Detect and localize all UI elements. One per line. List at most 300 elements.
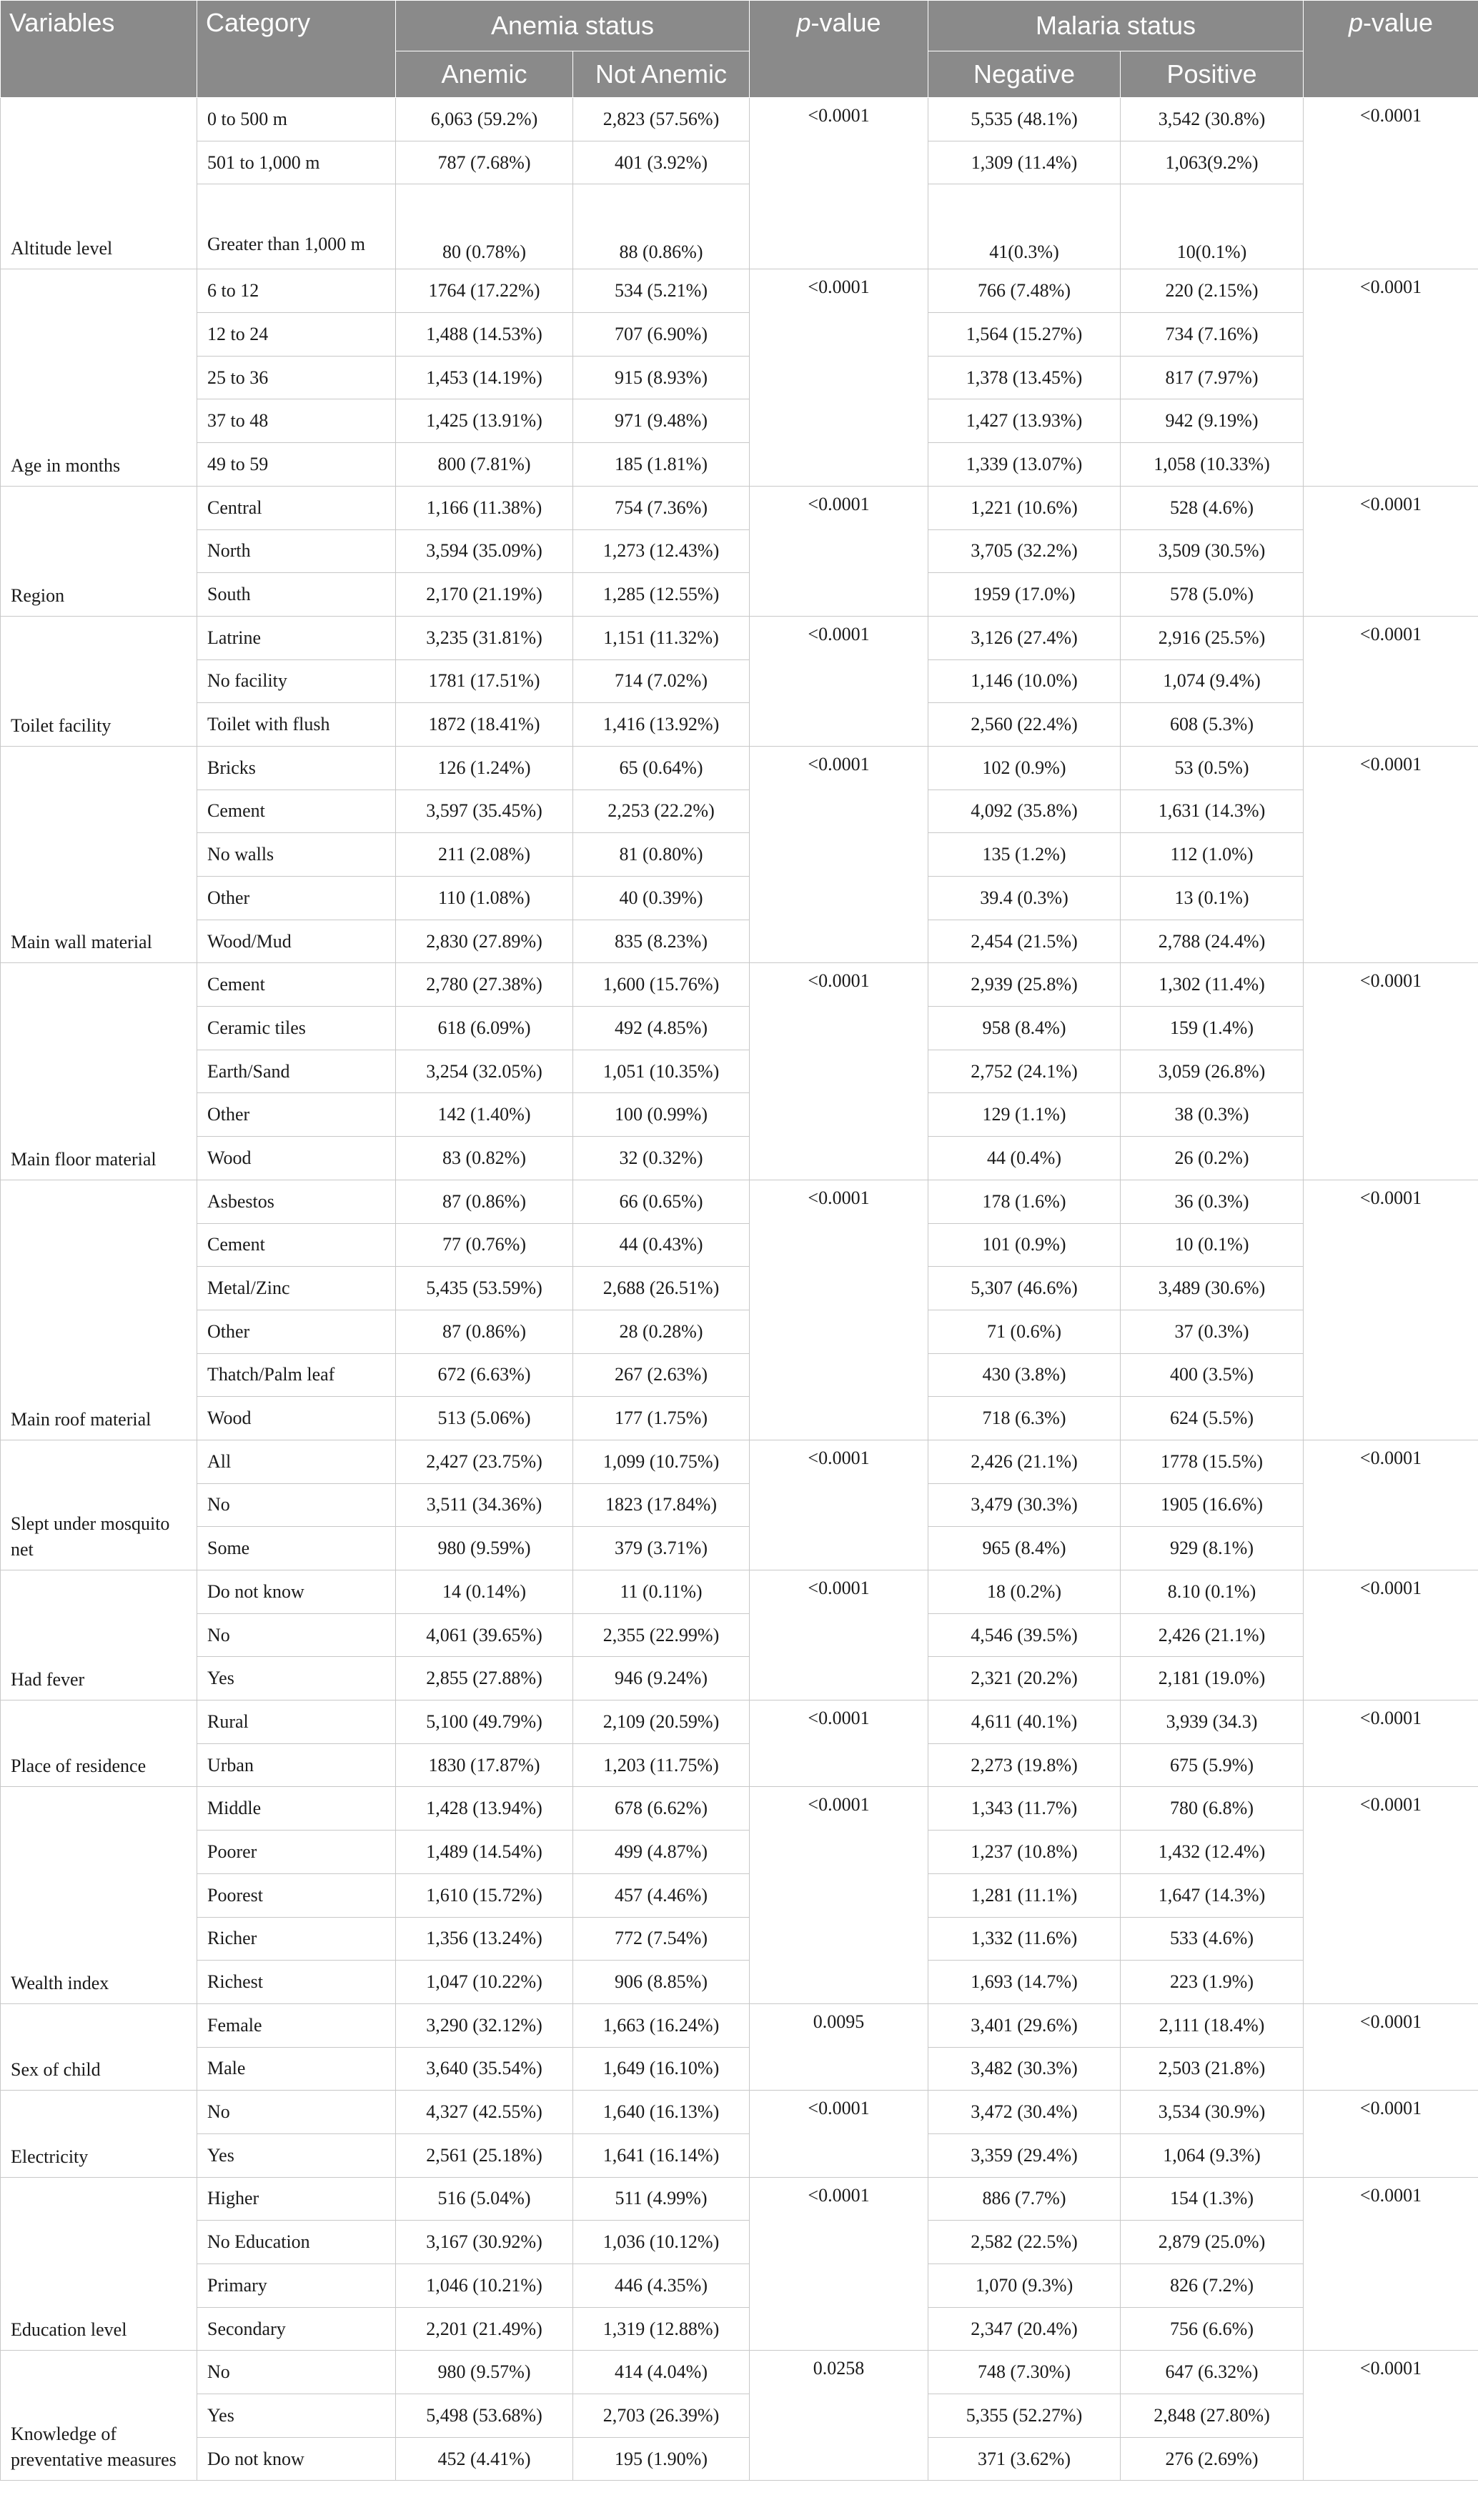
category-cell: No bbox=[197, 1483, 396, 1527]
positive-cell: 8.10 (0.1%) bbox=[1121, 1570, 1304, 1614]
negative-cell: 1,281 (11.1%) bbox=[928, 1873, 1121, 1917]
table-row bbox=[1, 1613, 1478, 1657]
category-cell: Poorer bbox=[197, 1831, 396, 1874]
positive-cell: 1,074 (9.4%) bbox=[1121, 659, 1304, 703]
table-row bbox=[1, 1917, 1478, 1961]
header-negative: Negative bbox=[928, 51, 1121, 98]
table-row bbox=[1, 2264, 1478, 2308]
positive-cell: 624 (5.5%) bbox=[1121, 1397, 1304, 1440]
positive-cell: 2,879 (25.0%) bbox=[1121, 2221, 1304, 2264]
negative-cell: 101 (0.9%) bbox=[928, 1223, 1121, 1267]
not-anemic-cell: 1,099 (10.75%) bbox=[573, 1440, 750, 1483]
p-value-malaria: <0.0001 bbox=[1304, 1787, 1478, 2003]
category-cell: 0 to 500 m bbox=[197, 98, 396, 141]
positive-cell: 3,534 (30.9%) bbox=[1121, 2091, 1304, 2134]
variable-name: Region bbox=[1, 486, 197, 616]
not-anemic-cell: 2,823 (57.56%) bbox=[573, 98, 750, 141]
positive-cell: 1,631 (14.3%) bbox=[1121, 790, 1304, 833]
positive-cell: 1,647 (14.3%) bbox=[1121, 1873, 1304, 1917]
anemic-cell: 516 (5.04%) bbox=[396, 2177, 573, 2221]
p-value-anemia: <0.0001 bbox=[750, 1570, 928, 1700]
variable-name: Place of residence bbox=[1, 1700, 197, 1787]
p-letter: p bbox=[796, 8, 811, 37]
p-value-anemia: <0.0001 bbox=[750, 269, 928, 486]
category-cell: No bbox=[197, 1613, 396, 1657]
not-anemic-cell: 1,663 (16.24%) bbox=[573, 2003, 750, 2047]
table-row bbox=[1, 1657, 1478, 1700]
not-anemic-cell: 1,203 (11.75%) bbox=[573, 1743, 750, 1787]
category-cell: Latrine bbox=[197, 616, 396, 659]
negative-cell: 5,535 (48.1%) bbox=[928, 98, 1121, 141]
negative-cell: 2,347 (20.4%) bbox=[928, 2307, 1121, 2351]
negative-cell: 1,693 (14.7%) bbox=[928, 1961, 1121, 2004]
category-cell: No bbox=[197, 2091, 396, 2134]
anemic-cell: 787 (7.68%) bbox=[396, 141, 573, 184]
table-row bbox=[1, 486, 1478, 529]
header-anemia-status: Anemia status bbox=[396, 1, 750, 51]
category-cell: Middle bbox=[197, 1787, 396, 1831]
positive-cell: 1,058 (10.33%) bbox=[1121, 443, 1304, 487]
negative-cell: 4,092 (35.8%) bbox=[928, 790, 1121, 833]
negative-cell: 2,752 (24.1%) bbox=[928, 1050, 1121, 1093]
p-suffix: -value bbox=[810, 8, 881, 37]
anemic-cell: 110 (1.08%) bbox=[396, 877, 573, 920]
not-anemic-cell: 446 (4.35%) bbox=[573, 2264, 750, 2308]
category-cell: Do not know bbox=[197, 1570, 396, 1614]
table-row bbox=[1, 573, 1478, 617]
negative-cell: 3,472 (30.4%) bbox=[928, 2091, 1121, 2134]
negative-cell: 178 (1.6%) bbox=[928, 1180, 1121, 1223]
anemic-cell: 4,061 (39.65%) bbox=[396, 1613, 573, 1657]
anemic-cell: 126 (1.24%) bbox=[396, 746, 573, 790]
category-cell: Primary bbox=[197, 2264, 396, 2308]
anemic-cell: 1781 (17.51%) bbox=[396, 659, 573, 703]
anemic-cell: 1872 (18.41%) bbox=[396, 703, 573, 747]
table-row bbox=[1, 963, 1478, 1007]
category-cell: All bbox=[197, 1440, 396, 1483]
anemic-cell: 2,780 (27.38%) bbox=[396, 963, 573, 1007]
category-cell: Other bbox=[197, 1093, 396, 1137]
anemic-cell: 87 (0.86%) bbox=[396, 1310, 573, 1353]
anemic-cell: 1,610 (15.72%) bbox=[396, 1873, 573, 1917]
anemic-cell: 5,435 (53.59%) bbox=[396, 1267, 573, 1310]
p-value-anemia: <0.0001 bbox=[750, 616, 928, 746]
not-anemic-cell: 906 (8.85%) bbox=[573, 1961, 750, 2004]
header-not-anemic: Not Anemic bbox=[573, 51, 750, 98]
category-cell: Greater than 1,000 m bbox=[197, 184, 396, 269]
not-anemic-cell: 1,640 (16.13%) bbox=[573, 2091, 750, 2134]
anemic-cell: 3,290 (32.12%) bbox=[396, 2003, 573, 2047]
positive-cell: 112 (1.0%) bbox=[1121, 833, 1304, 877]
anemic-cell: 2,201 (21.49%) bbox=[396, 2307, 573, 2351]
table-row bbox=[1, 2351, 1478, 2394]
not-anemic-cell: 1,273 (12.43%) bbox=[573, 529, 750, 573]
anemic-cell: 5,100 (49.79%) bbox=[396, 1700, 573, 1744]
negative-cell: 1,070 (9.3%) bbox=[928, 2264, 1121, 2308]
anemic-cell: 1,453 (14.19%) bbox=[396, 356, 573, 399]
category-cell: Secondary bbox=[197, 2307, 396, 2351]
not-anemic-cell: 511 (4.99%) bbox=[573, 2177, 750, 2221]
table-row bbox=[1, 443, 1478, 487]
not-anemic-cell: 401 (3.92%) bbox=[573, 141, 750, 184]
positive-cell: 1,432 (12.4%) bbox=[1121, 1831, 1304, 1874]
negative-cell: 18 (0.2%) bbox=[928, 1570, 1121, 1614]
negative-cell: 1,332 (11.6%) bbox=[928, 1917, 1121, 1961]
positive-cell: 26 (0.2%) bbox=[1121, 1137, 1304, 1180]
p-value-anemia: <0.0001 bbox=[750, 1700, 928, 1787]
p-value-malaria: <0.0001 bbox=[1304, 1440, 1478, 1570]
positive-cell: 675 (5.9%) bbox=[1121, 1743, 1304, 1787]
category-cell: 37 to 48 bbox=[197, 399, 396, 443]
category-cell: Higher bbox=[197, 2177, 396, 2221]
variable-name: Main roof material bbox=[1, 1180, 197, 1440]
category-cell: Toilet with flush bbox=[197, 703, 396, 747]
positive-cell: 276 (2.69%) bbox=[1121, 2437, 1304, 2481]
positive-cell: 3,542 (30.8%) bbox=[1121, 98, 1304, 141]
anemic-cell: 80 (0.78%) bbox=[396, 184, 573, 269]
positive-cell: 1778 (15.5%) bbox=[1121, 1440, 1304, 1483]
p-value-malaria: <0.0001 bbox=[1304, 2177, 1478, 2351]
anemic-cell: 800 (7.81%) bbox=[396, 443, 573, 487]
table-row bbox=[1, 1180, 1478, 1223]
category-cell: Central bbox=[197, 486, 396, 529]
positive-cell: 154 (1.3%) bbox=[1121, 2177, 1304, 2221]
header-variables: Variables bbox=[1, 1, 197, 98]
anemic-cell: 2,427 (23.75%) bbox=[396, 1440, 573, 1483]
not-anemic-cell: 2,253 (22.2%) bbox=[573, 790, 750, 833]
p-value-malaria: <0.0001 bbox=[1304, 486, 1478, 616]
negative-cell: 718 (6.3%) bbox=[928, 1397, 1121, 1440]
negative-cell: 748 (7.30%) bbox=[928, 2351, 1121, 2394]
positive-cell: 817 (7.97%) bbox=[1121, 356, 1304, 399]
anemic-cell: 3,254 (32.05%) bbox=[396, 1050, 573, 1093]
category-cell: No walls bbox=[197, 833, 396, 877]
p-value-anemia: <0.0001 bbox=[750, 746, 928, 962]
anemic-cell: 1,047 (10.22%) bbox=[396, 1961, 573, 2004]
anemic-cell: 14 (0.14%) bbox=[396, 1570, 573, 1614]
category-cell: South bbox=[197, 573, 396, 617]
variable-name: Altitude level bbox=[1, 98, 197, 269]
negative-cell: 3,359 (29.4%) bbox=[928, 2133, 1121, 2177]
not-anemic-cell: 499 (4.87%) bbox=[573, 1831, 750, 1874]
table-row bbox=[1, 2307, 1478, 2351]
p-value-malaria: <0.0001 bbox=[1304, 2091, 1478, 2177]
negative-cell: 1959 (17.0%) bbox=[928, 573, 1121, 617]
negative-cell: 1,339 (13.07%) bbox=[928, 443, 1121, 487]
category-cell: 25 to 36 bbox=[197, 356, 396, 399]
anemic-cell: 1,046 (10.21%) bbox=[396, 2264, 573, 2308]
not-anemic-cell: 714 (7.02%) bbox=[573, 659, 750, 703]
table-row bbox=[1, 1483, 1478, 1527]
category-cell: Yes bbox=[197, 1657, 396, 1700]
p-value-malaria: <0.0001 bbox=[1304, 963, 1478, 1180]
variable-name: Education level bbox=[1, 2177, 197, 2351]
table-row bbox=[1, 1050, 1478, 1093]
anemic-cell: 2,855 (27.88%) bbox=[396, 1657, 573, 1700]
not-anemic-cell: 28 (0.28%) bbox=[573, 1310, 750, 1353]
variable-name: Toilet facility bbox=[1, 616, 197, 746]
positive-cell: 13 (0.1%) bbox=[1121, 877, 1304, 920]
anemic-cell: 3,594 (35.09%) bbox=[396, 529, 573, 573]
anemic-cell: 452 (4.41%) bbox=[396, 2437, 573, 2481]
p-value-malaria: <0.0001 bbox=[1304, 98, 1478, 269]
category-cell: Asbestos bbox=[197, 1180, 396, 1223]
positive-cell: 1905 (16.6%) bbox=[1121, 1483, 1304, 1527]
negative-cell: 2,426 (21.1%) bbox=[928, 1440, 1121, 1483]
negative-cell: 430 (3.8%) bbox=[928, 1353, 1121, 1397]
category-cell: Some bbox=[197, 1527, 396, 1570]
not-anemic-cell: 915 (8.93%) bbox=[573, 356, 750, 399]
anemic-cell: 77 (0.76%) bbox=[396, 1223, 573, 1267]
negative-cell: 1,221 (10.6%) bbox=[928, 486, 1121, 529]
p-value-anemia: <0.0001 bbox=[750, 1180, 928, 1440]
anemic-cell: 1830 (17.87%) bbox=[396, 1743, 573, 1787]
p-value-anemia: 0.0258 bbox=[750, 2351, 928, 2481]
not-anemic-cell: 971 (9.48%) bbox=[573, 399, 750, 443]
negative-cell: 5,355 (52.27%) bbox=[928, 2394, 1121, 2438]
table-row bbox=[1, 1397, 1478, 1440]
category-cell: No bbox=[197, 2351, 396, 2394]
category-cell: Urban bbox=[197, 1743, 396, 1787]
anemic-cell: 87 (0.86%) bbox=[396, 1180, 573, 1223]
not-anemic-cell: 492 (4.85%) bbox=[573, 1007, 750, 1050]
category-cell: 49 to 59 bbox=[197, 443, 396, 487]
positive-cell: 3,059 (26.8%) bbox=[1121, 1050, 1304, 1093]
p-value-malaria: <0.0001 bbox=[1304, 1700, 1478, 1787]
anemic-cell: 980 (9.57%) bbox=[396, 2351, 573, 2394]
p-value-anemia: <0.0001 bbox=[750, 1787, 928, 2003]
negative-cell: 3,401 (29.6%) bbox=[928, 2003, 1121, 2047]
not-anemic-cell: 1,151 (11.32%) bbox=[573, 616, 750, 659]
positive-cell: 220 (2.15%) bbox=[1121, 269, 1304, 313]
table-row bbox=[1, 1093, 1478, 1137]
p-value-anemia: <0.0001 bbox=[750, 98, 928, 269]
p-value-malaria: <0.0001 bbox=[1304, 269, 1478, 486]
positive-cell: 3,489 (30.6%) bbox=[1121, 1267, 1304, 1310]
category-cell: Thatch/Palm leaf bbox=[197, 1353, 396, 1397]
variable-name: Knowledge of preventative measures bbox=[1, 2351, 197, 2481]
positive-cell: 3,939 (34.3) bbox=[1121, 1700, 1304, 1744]
anemic-cell: 980 (9.59%) bbox=[396, 1527, 573, 1570]
anemic-cell: 3,640 (35.54%) bbox=[396, 2047, 573, 2091]
variable-name: Had fever bbox=[1, 1570, 197, 1700]
not-anemic-cell: 1,285 (12.55%) bbox=[573, 573, 750, 617]
not-anemic-cell: 457 (4.46%) bbox=[573, 1873, 750, 1917]
table-header bbox=[1, 1, 1478, 98]
category-cell: 6 to 12 bbox=[197, 269, 396, 313]
variable-name: Wealth index bbox=[1, 1787, 197, 2003]
negative-cell: 886 (7.7%) bbox=[928, 2177, 1121, 2221]
anemic-cell: 211 (2.08%) bbox=[396, 833, 573, 877]
not-anemic-cell: 1,641 (16.14%) bbox=[573, 2133, 750, 2177]
table-row bbox=[1, 1873, 1478, 1917]
table-row bbox=[1, 1961, 1478, 2004]
not-anemic-cell: 66 (0.65%) bbox=[573, 1180, 750, 1223]
table-row bbox=[1, 877, 1478, 920]
not-anemic-cell: 754 (7.36%) bbox=[573, 486, 750, 529]
not-anemic-cell: 195 (1.90%) bbox=[573, 2437, 750, 2481]
category-cell: 501 to 1,000 m bbox=[197, 141, 396, 184]
not-anemic-cell: 1,600 (15.76%) bbox=[573, 963, 750, 1007]
anemic-cell: 83 (0.82%) bbox=[396, 1137, 573, 1180]
header-anemic: Anemic bbox=[396, 51, 573, 98]
p-value-malaria: <0.0001 bbox=[1304, 746, 1478, 962]
category-cell: No Education bbox=[197, 2221, 396, 2264]
positive-cell: 780 (6.8%) bbox=[1121, 1787, 1304, 1831]
negative-cell: 1,237 (10.8%) bbox=[928, 1831, 1121, 1874]
anemic-cell: 4,327 (42.55%) bbox=[396, 2091, 573, 2134]
not-anemic-cell: 2,688 (26.51%) bbox=[573, 1267, 750, 1310]
p-value-anemia: <0.0001 bbox=[750, 486, 928, 616]
negative-cell: 2,454 (21.5%) bbox=[928, 920, 1121, 963]
negative-cell: 1,343 (11.7%) bbox=[928, 1787, 1121, 1831]
not-anemic-cell: 100 (0.99%) bbox=[573, 1093, 750, 1137]
anemic-cell: 1,425 (13.91%) bbox=[396, 399, 573, 443]
negative-cell: 71 (0.6%) bbox=[928, 1310, 1121, 1353]
category-cell: Other bbox=[197, 1310, 396, 1353]
not-anemic-cell: 414 (4.04%) bbox=[573, 2351, 750, 2394]
not-anemic-cell: 267 (2.63%) bbox=[573, 1353, 750, 1397]
category-cell: Yes bbox=[197, 2394, 396, 2438]
category-cell: Male bbox=[197, 2047, 396, 2091]
positive-cell: 10(0.1%) bbox=[1121, 184, 1304, 269]
table-row bbox=[1, 833, 1478, 877]
p-suffix: -value bbox=[1362, 8, 1434, 37]
table-row bbox=[1, 1310, 1478, 1353]
table-row bbox=[1, 1007, 1478, 1050]
negative-cell: 2,582 (22.5%) bbox=[928, 2221, 1121, 2264]
negative-cell: 1,146 (10.0%) bbox=[928, 659, 1121, 703]
not-anemic-cell: 946 (9.24%) bbox=[573, 1657, 750, 1700]
category-cell: Ceramic tiles bbox=[197, 1007, 396, 1050]
not-anemic-cell: 1,319 (12.88%) bbox=[573, 2307, 750, 2351]
not-anemic-cell: 772 (7.54%) bbox=[573, 1917, 750, 1961]
not-anemic-cell: 835 (8.23%) bbox=[573, 920, 750, 963]
anemic-cell: 2,830 (27.89%) bbox=[396, 920, 573, 963]
variable-name: Slept under mosquito net bbox=[1, 1440, 197, 1570]
anemic-cell: 1,489 (14.54%) bbox=[396, 1831, 573, 1874]
negative-cell: 2,321 (20.2%) bbox=[928, 1657, 1121, 1700]
variable-name: Main wall material bbox=[1, 746, 197, 962]
positive-cell: 2,426 (21.1%) bbox=[1121, 1613, 1304, 1657]
category-cell: Earth/Sand bbox=[197, 1050, 396, 1093]
positive-cell: 223 (1.9%) bbox=[1121, 1961, 1304, 2004]
anemic-cell: 513 (5.06%) bbox=[396, 1397, 573, 1440]
positive-cell: 1,063(9.2%) bbox=[1121, 141, 1304, 184]
table-row bbox=[1, 790, 1478, 833]
anemic-cell: 142 (1.40%) bbox=[396, 1093, 573, 1137]
anemic-cell: 1,166 (11.38%) bbox=[396, 486, 573, 529]
table-row bbox=[1, 1267, 1478, 1310]
category-cell: Bricks bbox=[197, 746, 396, 790]
not-anemic-cell: 32 (0.32%) bbox=[573, 1137, 750, 1180]
table-row bbox=[1, 1440, 1478, 1483]
positive-cell: 2,503 (21.8%) bbox=[1121, 2047, 1304, 2091]
negative-cell: 129 (1.1%) bbox=[928, 1093, 1121, 1137]
header-p-value-anemia bbox=[750, 1, 928, 98]
negative-cell: 4,546 (39.5%) bbox=[928, 1613, 1121, 1657]
negative-cell: 3,479 (30.3%) bbox=[928, 1483, 1121, 1527]
negative-cell: 371 (3.62%) bbox=[928, 2437, 1121, 2481]
table-row bbox=[1, 184, 1478, 269]
variable-name: Electricity bbox=[1, 2091, 197, 2177]
not-anemic-cell: 81 (0.80%) bbox=[573, 833, 750, 877]
anemic-cell: 3,597 (35.45%) bbox=[396, 790, 573, 833]
table-row bbox=[1, 920, 1478, 963]
p-value-malaria: <0.0001 bbox=[1304, 2003, 1478, 2090]
positive-cell: 400 (3.5%) bbox=[1121, 1353, 1304, 1397]
header-positive: Positive bbox=[1121, 51, 1304, 98]
anemic-cell: 2,561 (25.18%) bbox=[396, 2133, 573, 2177]
positive-cell: 578 (5.0%) bbox=[1121, 573, 1304, 617]
header-category: Category bbox=[197, 1, 396, 98]
header-malaria-status: Malaria status bbox=[928, 1, 1304, 51]
positive-cell: 942 (9.19%) bbox=[1121, 399, 1304, 443]
positive-cell: 608 (5.3%) bbox=[1121, 703, 1304, 747]
category-cell: No facility bbox=[197, 659, 396, 703]
positive-cell: 1,064 (9.3%) bbox=[1121, 2133, 1304, 2177]
p-value-anemia: <0.0001 bbox=[750, 1440, 928, 1570]
not-anemic-cell: 185 (1.81%) bbox=[573, 443, 750, 487]
negative-cell: 39.4 (0.3%) bbox=[928, 877, 1121, 920]
anemic-cell: 1,488 (14.53%) bbox=[396, 313, 573, 357]
negative-cell: 44 (0.4%) bbox=[928, 1137, 1121, 1180]
p-value-anemia: <0.0001 bbox=[750, 963, 928, 1180]
not-anemic-cell: 2,355 (22.99%) bbox=[573, 1613, 750, 1657]
not-anemic-cell: 65 (0.64%) bbox=[573, 746, 750, 790]
table-row bbox=[1, 313, 1478, 357]
table-row bbox=[1, 2437, 1478, 2481]
not-anemic-cell: 44 (0.43%) bbox=[573, 1223, 750, 1267]
table-row bbox=[1, 2003, 1478, 2047]
p-value-malaria: <0.0001 bbox=[1304, 2351, 1478, 2481]
anemic-cell: 1764 (17.22%) bbox=[396, 269, 573, 313]
table-row bbox=[1, 2177, 1478, 2221]
category-cell: Cement bbox=[197, 790, 396, 833]
table-row bbox=[1, 1353, 1478, 1397]
table-row bbox=[1, 1137, 1478, 1180]
not-anemic-cell: 40 (0.39%) bbox=[573, 877, 750, 920]
not-anemic-cell: 1823 (17.84%) bbox=[573, 1483, 750, 1527]
table-row bbox=[1, 2047, 1478, 2091]
category-cell: Wood bbox=[197, 1397, 396, 1440]
positive-cell: 159 (1.4%) bbox=[1121, 1007, 1304, 1050]
table-row bbox=[1, 2133, 1478, 2177]
positive-cell: 2,916 (25.5%) bbox=[1121, 616, 1304, 659]
category-cell: Metal/Zinc bbox=[197, 1267, 396, 1310]
not-anemic-cell: 1,036 (10.12%) bbox=[573, 2221, 750, 2264]
negative-cell: 1,564 (15.27%) bbox=[928, 313, 1121, 357]
negative-cell: 2,273 (19.8%) bbox=[928, 1743, 1121, 1787]
not-anemic-cell: 2,109 (20.59%) bbox=[573, 1700, 750, 1744]
category-cell: Wood bbox=[197, 1137, 396, 1180]
not-anemic-cell: 177 (1.75%) bbox=[573, 1397, 750, 1440]
category-cell: Poorest bbox=[197, 1873, 396, 1917]
not-anemic-cell: 707 (6.90%) bbox=[573, 313, 750, 357]
not-anemic-cell: 88 (0.86%) bbox=[573, 184, 750, 269]
positive-cell: 528 (4.6%) bbox=[1121, 486, 1304, 529]
negative-cell: 102 (0.9%) bbox=[928, 746, 1121, 790]
negative-cell: 3,705 (32.2%) bbox=[928, 529, 1121, 573]
negative-cell: 5,307 (46.6%) bbox=[928, 1267, 1121, 1310]
category-cell: Do not know bbox=[197, 2437, 396, 2481]
positive-cell: 756 (6.6%) bbox=[1121, 2307, 1304, 2351]
anemic-cell: 5,498 (53.68%) bbox=[396, 2394, 573, 2438]
table-row bbox=[1, 746, 1478, 790]
variable-name: Main floor material bbox=[1, 963, 197, 1180]
anemic-cell: 3,235 (31.81%) bbox=[396, 616, 573, 659]
negative-cell: 135 (1.2%) bbox=[928, 833, 1121, 877]
